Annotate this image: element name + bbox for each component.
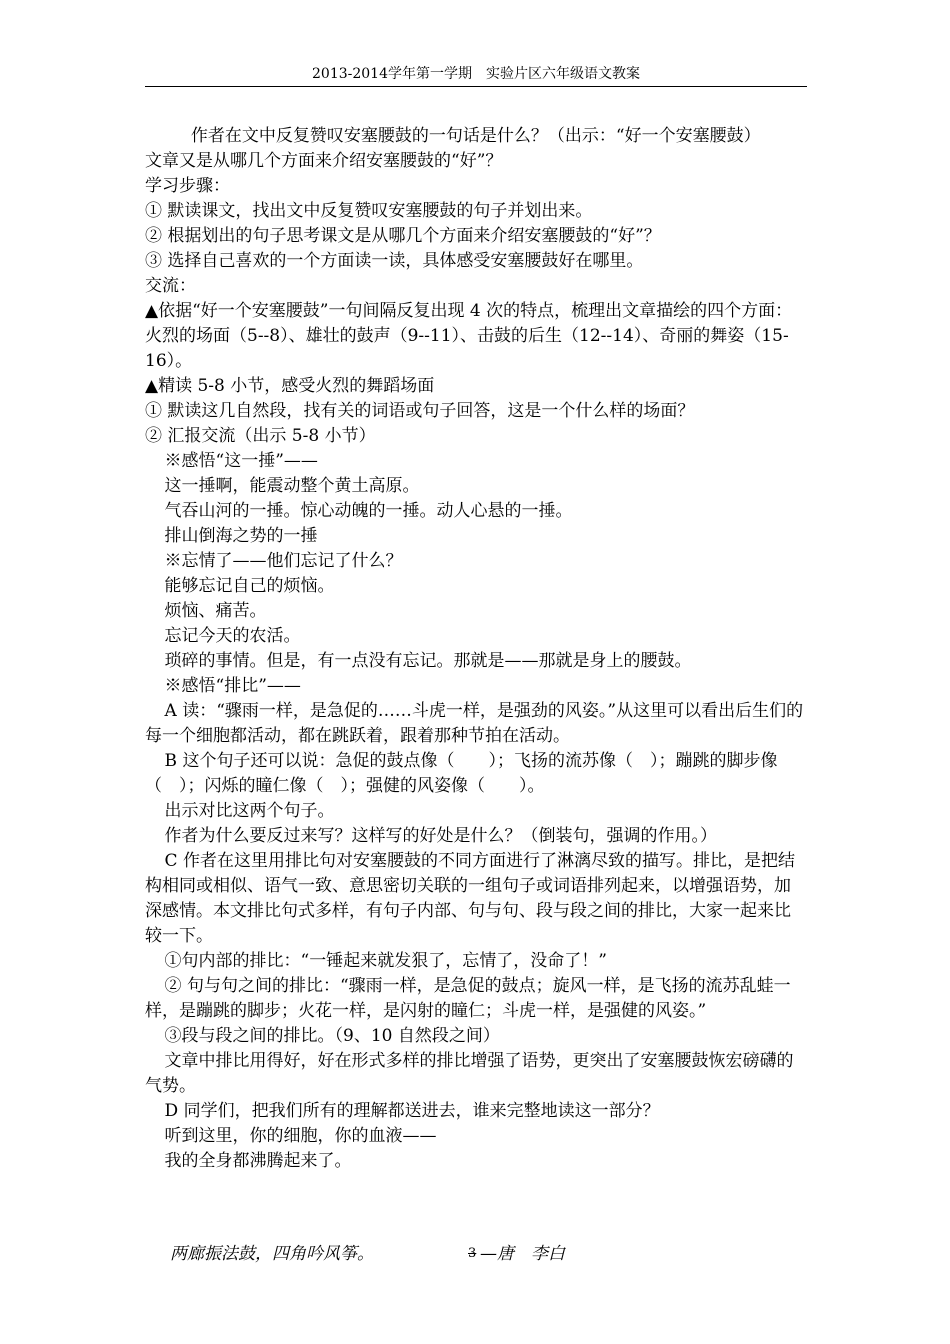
paragraph-question-intro: 作者在文中反复赞叹安塞腰鼓的一句话是什么？（出示：“好一个安塞腰鼓）	[190, 126, 761, 146]
paragraph-study-steps-heading: 学习步骤：	[145, 176, 230, 196]
paragraph-strike-3: 排山倒海之势的一捶	[164, 526, 318, 546]
paragraph-forgot-question: ※忘情了——他们忘记了什么？	[164, 551, 403, 571]
paragraph-exchange-heading: 交流：	[145, 276, 196, 296]
paragraph-inner-sentence: ①句内部的排比：“一锤起来就发狠了，忘情了，没命了！”	[164, 951, 607, 971]
paragraph-parallelism-summary: 文章中排比用得好，好在形式多样的排比增强了语势，更突出了安塞腰鼓恢宏磅礴的气势。	[145, 1051, 794, 1096]
paragraph-a-read: A 读：“骤雨一样，是急促的……斗虎一样，是强劲的风姿。”从这里可以看出后生们的每一个细胞都活动，都在跳跃着，跟着那种节拍在活动。	[145, 701, 804, 746]
paragraph-between-sentences: ② 句与句之间的排比：“骤雨一样，是急促的鼓点；旋风一样，是飞扬的流苏乱蛙一样，是蹦跳的脚步；火花一样，是闪射的瞳仁；斗虎一样，是强健的风姿。”	[145, 976, 791, 1021]
paragraph-step-3: ③ 选择自己喜欢的一个方面读一读，具体感受安塞腰鼓好在哪里。	[145, 251, 644, 271]
paragraph-between-paragraphs: ③段与段之间的排比。（9、10 自然段之间）	[164, 1026, 500, 1046]
paragraph-listen: 听到这里，你的细胞，你的血液——	[164, 1126, 437, 1146]
footer-poem-quote: 两廊振法鼓，四角吟风筝。	[170, 1244, 374, 1264]
page-number: 3	[468, 1246, 477, 1261]
paragraph-step-1: ① 默读课文，找出文中反复赞叹安塞腰鼓的句子并划出来。	[145, 201, 593, 221]
paragraph-report-exchange: ② 汇报交流（出示 5-8 小节）	[145, 426, 376, 446]
paragraph-insight-parallelism: ※感悟“排比”——	[164, 676, 301, 696]
paragraph-step-2: ② 根据划出的句子思考课文是从哪几个方面来介绍安塞腰鼓的“好”？	[145, 226, 661, 246]
paragraph-compare: 出示对比这两个句子。	[164, 801, 335, 821]
paragraph-four-aspects: ▲依据“好一个安塞腰鼓”一句间隔反复出现 4 次的特点，梳理出文章描绘的四个方面：火烈的场面（5--8）、雄壮的鼓声（9--11）、击鼓的后生（12--14）、奇丽的舞姿（15-16）。	[145, 301, 793, 371]
paragraph-insight-strike: ※感悟“这一捶”——	[164, 451, 318, 471]
lesson-plan-body	[145, 124, 807, 1174]
paragraph-silent-reading: ① 默读这几自然段，找有关的词语或句子回答，这是一个什么样的场面？	[145, 401, 695, 421]
paragraph-boiling: 我的全身都沸腾起来了。	[164, 1151, 352, 1171]
paragraph-forgot-1: 能够忘记自己的烦恼。	[164, 576, 335, 596]
paragraph-d-read: D 同学们，把我们所有的理解都送进去，谁来完整地读这一部分？	[164, 1101, 660, 1121]
paragraph-strike-2: 气吞山河的一捶。惊心动魄的一捶。动人心悬的一捶。	[164, 501, 573, 521]
footer-poem-author: —唐 李白	[480, 1244, 565, 1264]
paragraph-forgot-3: 忘记今天的农活。	[164, 626, 301, 646]
paragraph-b-rewrite: B 这个句子还可以说：急促的鼓点像（ ）；飞扬的流苏像（ ）；蹦跳的脚步像（ ）；闪烁的瞳仁像（ ）；强健的风姿像（ ）。	[145, 751, 778, 796]
paragraph-close-reading: ▲精读 5-8 小节，感受火烈的舞蹈场面	[145, 376, 435, 396]
paragraph-strike-1: 这一捶啊，能震动整个黄土高原。	[164, 476, 420, 496]
paragraph-c-parallelism: C 作者在这里用排比句对安塞腰鼓的不同方面进行了淋漓尽致的描写。排比，是把结构相同或相似、语气一致、意思密切关联的一组句子或词语排列起来，以增强语势，加深感情。本文排比句式多样，有句子内部、句与句、段与段之间的排比，大家一起来比较一下。	[145, 851, 795, 946]
paragraph-forgot-4: 琐碎的事情。但是，有一点没有忘记。那就是——那就是身上的腰鼓。	[164, 651, 692, 671]
paragraph-question-aspects: 文章又是从哪几个方面来介绍安塞腰鼓的“好”？	[145, 151, 503, 171]
paragraph-forgot-2: 烦恼、痛苦。	[164, 601, 267, 621]
page-header: 2013-2014学年第一学期 实验片区六年级语文教案	[145, 64, 807, 87]
paragraph-why-reverse: 作者为什么要反过来写？这样写的好处是什么？（倒装句，强调的作用。）	[164, 826, 718, 846]
page-footer	[170, 1242, 770, 1268]
